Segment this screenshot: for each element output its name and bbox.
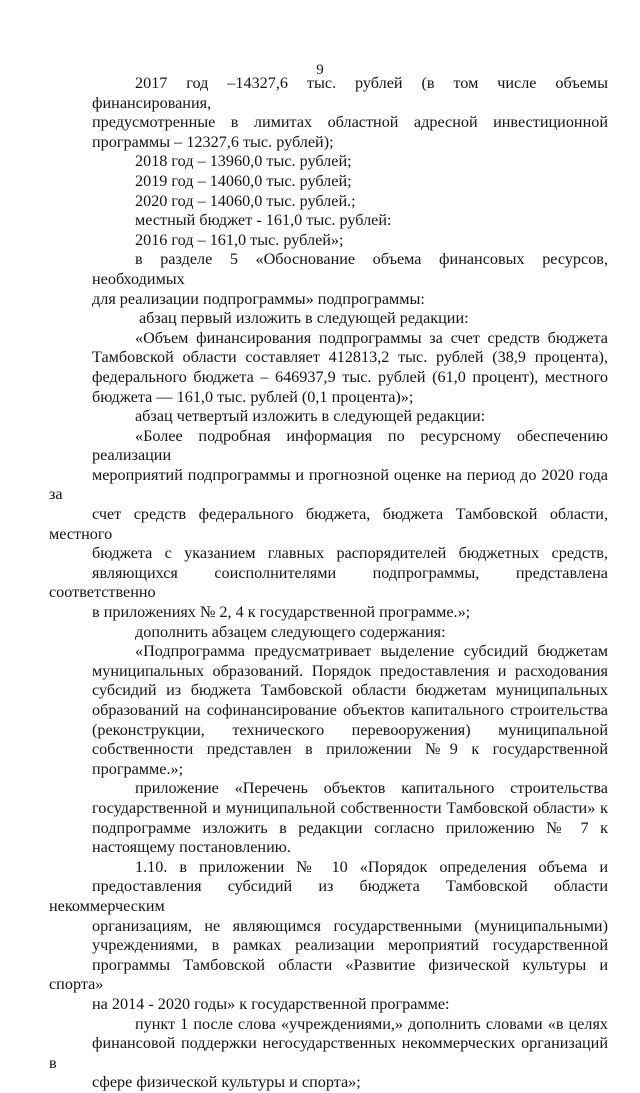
text-line: сфере физической культуры и спорта»; xyxy=(92,1073,361,1092)
text-line: субсидий из бюджета Тамбовской области бюджетам муниципальных xyxy=(92,681,608,700)
page-number: 9 xyxy=(316,62,324,78)
paragraph-2020 xyxy=(92,192,608,212)
paragraph-appendix-list xyxy=(92,779,608,857)
text-line: муниципальных образований. Порядок предоставления и расходования xyxy=(92,661,608,680)
text-line: местный бюджет - 161,0 тыс. рублей: xyxy=(135,211,392,230)
text-line: 2018 год – 13960,0 тыс. рублей; xyxy=(135,152,352,171)
text-line: 2019 год – 14060,0 тыс. рублей; xyxy=(135,171,352,190)
paragraph-point-1 xyxy=(49,1014,608,1093)
paragraph-1-10 xyxy=(49,857,608,1015)
text-line: для реализации подпрограммы» подпрограммы: xyxy=(92,289,425,308)
text-line: образований на софинансирование объектов капитального строительства xyxy=(92,701,608,719)
text-line: мероприятий подпрограммы и прогнозной оценке на период до 2020 года за xyxy=(49,465,608,504)
text-line: являющихся соисполнителями подпрограммы, представлена соответственно xyxy=(49,563,608,602)
text-line: программы Тамбовской области «Развитие физической культуры и спорта» xyxy=(49,955,608,994)
text-line: 1.10. в приложении № 10 «Порядок определения объема и xyxy=(135,857,608,876)
paragraph-detailed-info xyxy=(49,426,608,623)
text-line: предусмотренные в лимитах областной адресной инвестиционной xyxy=(92,113,608,132)
paragraph-add-abzac xyxy=(92,623,608,643)
text-line: абзац четвертый изложить в следующей редакции: xyxy=(135,407,486,426)
text-line: 2017 год –14327,6 тыс. рублей (в том числе объемы финансирования, xyxy=(92,74,608,112)
paragraph-section-5 xyxy=(92,250,608,309)
text-line: собственности представлен в приложении №9 к государственной xyxy=(92,740,608,759)
text-line: дополнить абзацем следующего содержания: xyxy=(135,622,446,641)
text-line: программы – 12327,6 тыс. рублей); xyxy=(92,132,334,151)
text-line: программе.»; xyxy=(92,759,184,778)
paragraph-local-budget xyxy=(92,211,608,231)
paragraph-2017-funding xyxy=(92,74,608,152)
text-line: настоящему постановлению. xyxy=(92,838,291,857)
document-body xyxy=(49,74,608,1093)
text-line: 2016 год – 161,0 тыс. рублей»; xyxy=(135,230,344,249)
text-line: абзац первый изложить в следующей редакции: xyxy=(139,309,469,328)
text-line: счет средств федерального бюджета, бюджета Тамбовской области, местного xyxy=(49,505,608,543)
text-line: пункт 1 после слова «учреждениями,» дополнить словами «в целях xyxy=(135,1014,608,1033)
paragraph-2019 xyxy=(92,172,608,192)
text-line: на 2014 - 2020 годы» к государственной программе: xyxy=(92,994,450,1013)
text-line: бюджета –– 161,0 тыс. рублей (0,1 процента)»; xyxy=(92,387,414,406)
paragraph-financing-volume xyxy=(92,329,608,407)
text-line: финансовой поддержки негосударственных некоммерческих организаций в xyxy=(49,1034,608,1072)
text-line: «Подпрограмма предусматривает выделение субсидий бюджетам xyxy=(135,642,608,661)
text-line: «Более подробная информация по ресурсному обеспечению реализации xyxy=(92,426,608,465)
text-line: в разделе 5 «Обоснование объема финансовых ресурсов, необходимых xyxy=(92,250,608,288)
text-line: (реконструкции, технического перевооружения) муниципальной xyxy=(92,720,608,739)
text-line: «Объем финансирования подпрограммы за счет средств бюджета xyxy=(135,328,608,347)
text-line: государственной и муниципальной собственности Тамбовской области» к xyxy=(92,798,608,817)
paragraph-2018 xyxy=(92,152,608,172)
text-line: 2020 год – 14060,0 тыс. рублей.; xyxy=(135,191,356,210)
text-line: организациям, не являющимся государственными (муниципальными) xyxy=(92,916,608,935)
text-line: бюджета с указанием главных распорядителей бюджетных средств, xyxy=(92,544,608,563)
paragraph-first-abzac xyxy=(92,309,608,329)
paragraph-2016 xyxy=(92,231,608,251)
text-line: подпрограмме изложить в редакции согласно приложению № 7 к xyxy=(92,818,608,837)
text-line: предоставления субсидий из бюджета Тамбовской области некоммерческим xyxy=(49,877,608,915)
text-line: приложение «Перечень объектов капитального строительства xyxy=(135,779,608,798)
paragraph-fourth-abzac xyxy=(92,407,608,427)
text-line: в приложениях № 2, 4 к государственной программе.»; xyxy=(92,603,471,622)
text-line: федерального бюджета – 646937,9 тыс. рублей (61,0 процент), местного xyxy=(92,367,608,386)
text-line: Тамбовской области составляет 412813,2 тыс. рублей (38,9 процента), xyxy=(92,348,608,367)
text-line: учреждениями, в рамках реализации мероприятий государственной xyxy=(92,936,608,955)
paragraph-subsidies xyxy=(92,642,608,779)
